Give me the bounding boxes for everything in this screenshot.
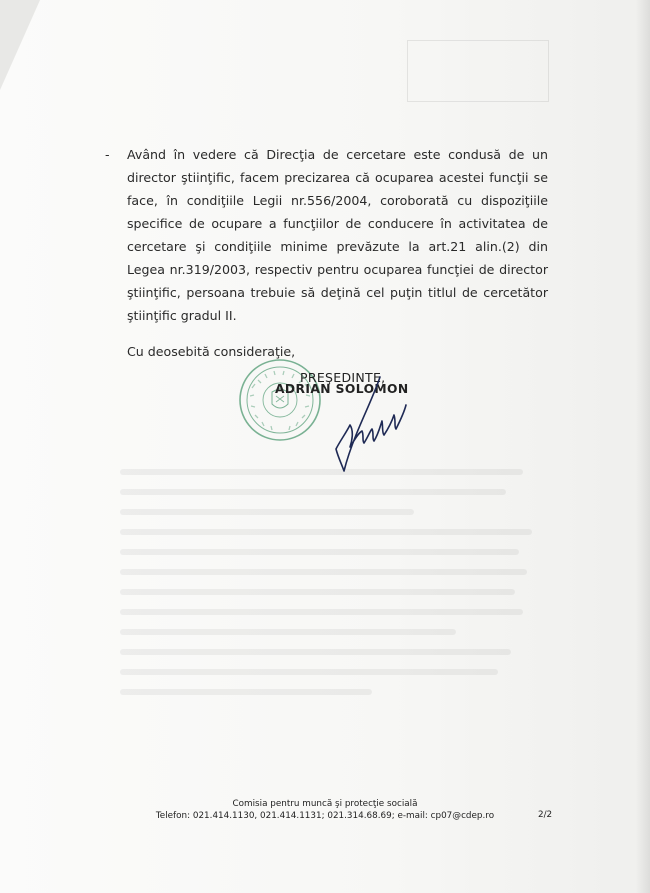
signer-name: ADRIAN SOLOMON <box>275 382 409 396</box>
page-number: 2/2 <box>538 810 553 820</box>
paragraph-text: Având în vedere că Direcţia de cercetare este condusă de un director ştiinţific, facem precizarea că ocuparea acestei funcţii se face, în condiţiile Legii nr.556/2004, coroborată cu dispoziţiile specifice de ocupare a funcţiilor de conducere în activitatea de cercetare şi condiţiile minime prevăzute la art.21 alin.(2) din Legea nr.319/2003, respectiv pentru ocuparea funcţiei de director ştiinţific, persoana trebuie să deţină cel puţin titlul de cercetător ştiinţific gradul II. <box>127 147 548 323</box>
closing-salutation: Cu deosebită consideraţie, <box>127 344 296 359</box>
footer-committee: Comisia pentru muncă şi protecţie socială <box>232 799 418 809</box>
page-edge-shadow <box>636 0 650 893</box>
bleed-through-text <box>120 455 540 709</box>
footer-contact: Telefon: 021.414.1130, 021.414.1131; 021.314.68.69; e-mail: cp07@cdep.ro <box>155 811 495 821</box>
bleed-through-box <box>407 40 549 102</box>
letter-body <box>105 143 548 363</box>
official-stamp-icon <box>238 358 322 442</box>
folded-corner <box>0 0 40 90</box>
bullet-marker: - <box>105 147 110 162</box>
bullet-paragraph <box>105 143 548 327</box>
signer-title: PREŞEDINTE, <box>300 370 386 385</box>
